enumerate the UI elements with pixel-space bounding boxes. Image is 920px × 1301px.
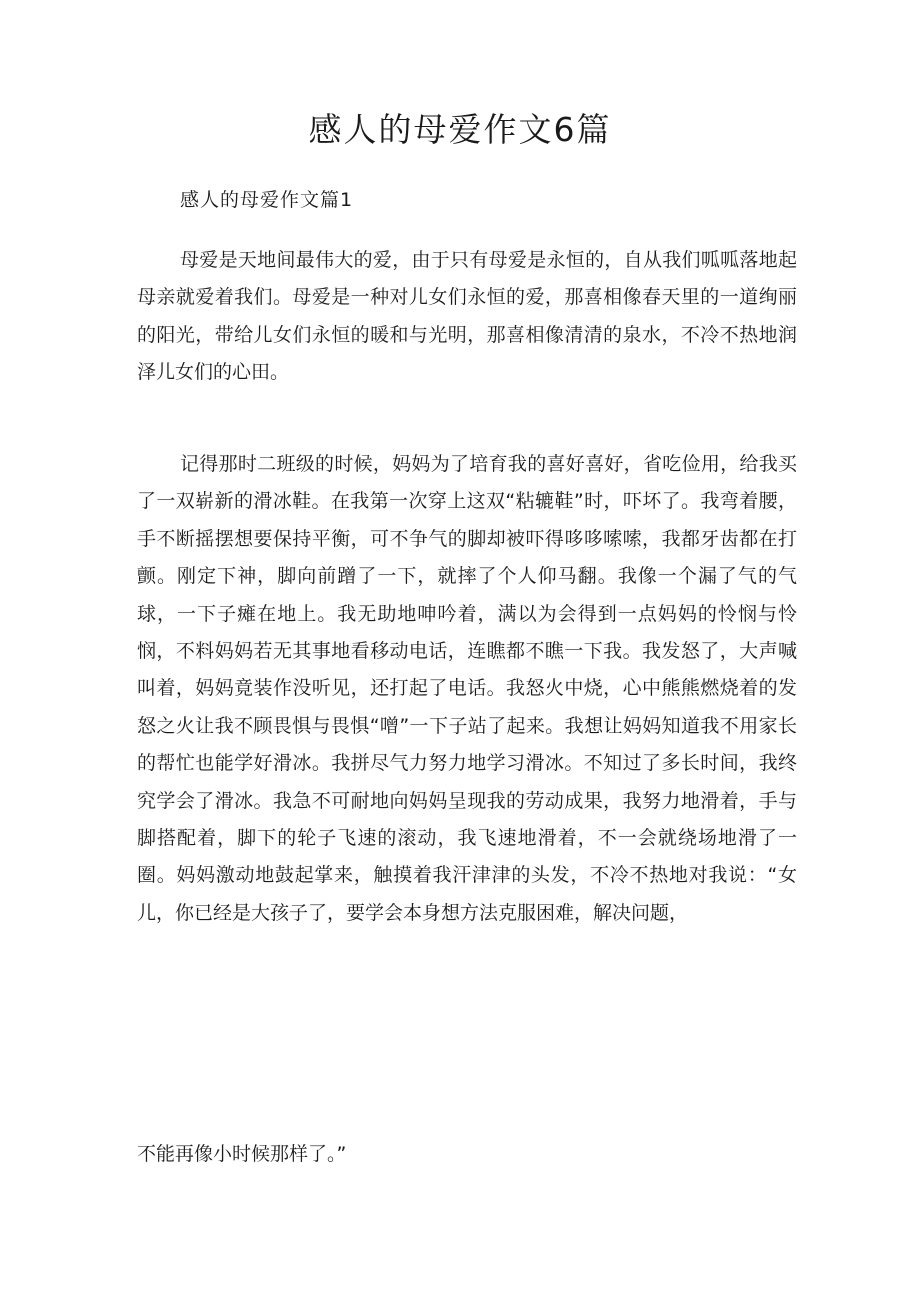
section-heading: 感人的母爱作文篇1 <box>180 189 354 211</box>
paragraph-1: 母爱是天地间最伟大的爱，由于只有母爱是永恒的，自从我们呱呱落地起母亲就爱着我们。母爱是一种对儿女们永恒的爱，那喜相像春天里的一道绚丽的阳光，带给儿女们永恒的暖和与光明，那喜相像清清的泉水，不冷不热地润泽儿女们的心田。 <box>137 249 797 384</box>
document-title: 感人的母爱作文6篇 <box>308 110 612 149</box>
paragraph-3: 不能再像小时候那样了。” <box>137 1143 347 1165</box>
paragraph-2: 记得那时二班级的时候，妈妈为了培育我的喜好喜好，省吃俭用，给我买了一双崭新的滑冰鞋。在我第一次穿上这双“粘辘鞋”时，吓坏了。我弯着腰，手不断摇摆想要保持平衡，可不争气的脚却被吓得哆哆嗦嗦，我都牙齿都在打颤。刚定下神，脚向前蹭了一下，就摔了个人仰马翻。我像一个漏了气的气球，一下子瘫在地上。我无助地呻吟着，满以为会得到一点妈妈的怜悯与怜悯，不料妈妈若无其事地看移动电话，连瞧都不瞧一下我。我发怒了，大声喊叫着，妈妈竟装作没听见，还打起了电话。我怒火中烧，心中熊熊燃烧着的发怒之火让我不顾畏惧与畏惧“噌”一下子站了起来。我想让妈妈知道我不用家长的帮忙也能学好滑冰。我拼尽气力努力地学习滑冰。不知过了多长时间，我终究学会了滑冰。我急不可耐地向妈妈呈现我的劳动成果，我努力地滑着，手与脚搭配着，脚下的轮子飞速的滚动，我飞速地滑着，不一会就绕场地滑了一圈。妈妈激动地鼓起掌来，触摸着我汗津津的头发，不冷不热地对我说：“女儿，你已经是大孩子了，要学会本身想方法克服困难，解决问题， <box>137 453 797 924</box>
